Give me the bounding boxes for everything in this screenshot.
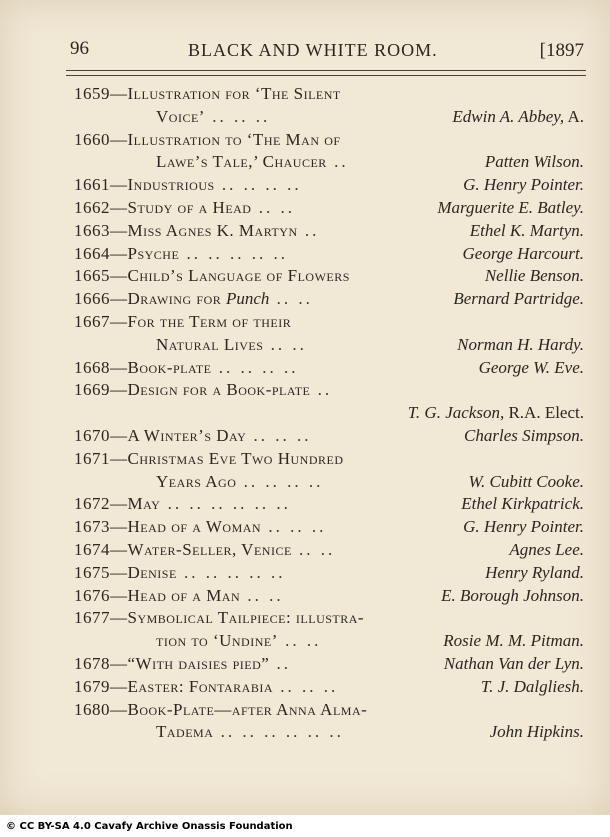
artist-label: John Hipkins. xyxy=(489,722,584,742)
leader-dots: .. .. .. .. xyxy=(211,357,299,377)
entry-line xyxy=(74,219,319,243)
entry-title: 1675—Denise xyxy=(74,562,177,582)
leader-dots: .. .. .. xyxy=(246,426,312,445)
artist-name xyxy=(463,515,584,539)
leader-dots: .. .. .. xyxy=(204,106,271,126)
leader-dots: .. .. xyxy=(277,631,322,651)
entry-line xyxy=(156,720,344,744)
entry-line xyxy=(74,447,344,471)
artist-label: Patten Wilson. xyxy=(484,152,584,172)
leader-dots: .. .. xyxy=(291,540,336,559)
artist-name xyxy=(461,492,584,516)
artist-name xyxy=(485,150,584,174)
artist-label: G. Henry Pointer. xyxy=(463,517,584,537)
artist-label: George Harcourt. xyxy=(462,243,584,263)
entry-title: Lawe’s Tale,’ Chaucer xyxy=(156,152,327,172)
artist-label: Henry Ryland. xyxy=(485,562,584,582)
entry-line xyxy=(74,606,364,630)
entry-line xyxy=(74,173,302,197)
artist-name xyxy=(452,105,584,129)
artist-suffix: A. xyxy=(564,106,584,126)
entry-title: 1665—Child’s Language of Flowers xyxy=(74,266,350,286)
entry-title: 1673—Head of a Woman xyxy=(74,517,262,537)
artist-label: Edwin A. Abbey, xyxy=(452,106,565,126)
artist-label: Charles Simpson. xyxy=(464,426,584,445)
artist-name xyxy=(444,652,584,676)
entry-line xyxy=(74,492,291,516)
entry-line xyxy=(74,264,350,288)
artist-name xyxy=(464,424,584,448)
artist-name xyxy=(453,287,584,311)
entry-title: 1672—May xyxy=(74,494,161,514)
artist-name xyxy=(485,561,584,585)
entry-line xyxy=(74,424,312,448)
entry-line xyxy=(74,515,326,539)
entry-line xyxy=(74,82,341,106)
entry-title: 1669—Design for a Book-plate xyxy=(74,380,311,400)
entry-line xyxy=(74,356,299,380)
entry-line xyxy=(74,378,332,402)
artist-name xyxy=(437,196,584,220)
artist-name xyxy=(463,242,585,266)
entry-title: 1678—“With daisies pied” xyxy=(74,654,270,673)
artist-label: George W. Eve. xyxy=(478,357,584,377)
entry-title: 1660—Illustration to ‘The Man of xyxy=(74,129,341,149)
entry-line xyxy=(74,675,338,699)
leader-dots: .. xyxy=(297,220,320,240)
artist-suffix: R.A. Elect. xyxy=(504,403,584,423)
entry-title: 1664—Psyche xyxy=(74,243,180,263)
leader-dots: .. .. xyxy=(269,289,313,309)
artist-label: Ethel Kirkpatrick. xyxy=(461,494,584,514)
leader-dots: .. xyxy=(269,654,292,673)
page-title: BLACK AND WHITE ROOM. xyxy=(188,40,438,60)
artist-name xyxy=(479,356,584,380)
artist-name xyxy=(481,675,584,699)
artist-label: T. J. Dalgliesh. xyxy=(480,676,584,696)
entry-title: 1667—For the Term of their xyxy=(74,312,292,331)
entry-title: Voice’ xyxy=(156,106,205,126)
entry-line xyxy=(74,310,291,334)
entry-title-italic: Punch xyxy=(225,289,270,309)
leader-dots: .. .. .. xyxy=(273,676,339,696)
entry-line xyxy=(74,242,288,266)
leader-dots: .. xyxy=(310,380,333,400)
artist-name xyxy=(463,173,584,197)
artist-name xyxy=(441,584,584,608)
artist-label: Norman H. Hardy. xyxy=(457,334,584,354)
entry-title: 1671—Christmas Eve Two Hundred xyxy=(74,448,344,468)
entry-line xyxy=(74,698,367,722)
entry-line xyxy=(156,333,307,357)
header-rule xyxy=(66,70,586,76)
entry-line xyxy=(156,105,270,129)
artist-name xyxy=(509,538,584,562)
artist-label: E. Borough Johnson. xyxy=(441,585,584,605)
artist-label: Agnes Lee. xyxy=(509,540,584,559)
entry-title: 1679—Easter: Fontarabia xyxy=(74,676,274,696)
artist-label: Ethel K. Martyn. xyxy=(469,220,584,240)
entry-title: 1666—Drawing for xyxy=(74,289,226,309)
entry-line xyxy=(74,652,291,676)
entry-title: 1662—Study of a Head xyxy=(74,198,252,217)
entry-title: 1670—A Winter’s Day xyxy=(74,426,247,445)
artist-name xyxy=(470,219,584,243)
artist-label: Marguerite E. Batley. xyxy=(437,198,584,217)
entry-line xyxy=(156,470,323,494)
leader-dots: .. .. .. .. .. .. xyxy=(160,494,291,514)
entry-line xyxy=(74,584,284,608)
license-footer: © CC BY-SA 4.0 Cavafy Archive Onassis Foundation xyxy=(6,821,293,832)
artist-name xyxy=(485,264,584,288)
entry-title: 1674—Water-Seller, Venice xyxy=(74,540,292,559)
page-number: 96 xyxy=(70,38,89,59)
leader-dots: .. xyxy=(326,152,349,172)
entry-line xyxy=(74,287,313,311)
entry-line xyxy=(156,150,349,174)
leader-dots: .. .. xyxy=(240,585,284,605)
entry-title: Tadema xyxy=(156,722,214,742)
artist-name xyxy=(457,333,584,357)
artist-label: Nathan Van der Lyn. xyxy=(443,654,584,673)
page-header xyxy=(70,38,584,68)
leader-dots: .. .. xyxy=(263,334,307,354)
entry-line xyxy=(74,196,295,220)
leader-dots: .. .. .. .. .. xyxy=(179,243,289,263)
artist-label: G. Henry Pointer. xyxy=(463,175,584,195)
artist-label: T. G. Jackson, xyxy=(407,403,505,423)
entry-title: 1663—Miss Agnes K. Martyn xyxy=(74,220,298,240)
page-year: [1897 xyxy=(539,40,584,61)
entry-title: 1668—Book-plate xyxy=(74,357,212,377)
entry-line xyxy=(74,538,335,562)
entry-title: 1677—Symbolical Tailpiece: illustra- xyxy=(74,608,365,628)
entry-title: 1680—Book-Plate—after Anna Alma- xyxy=(74,699,368,719)
artist-name xyxy=(468,470,584,494)
artist-label: Nellie Benson. xyxy=(484,266,584,286)
leader-dots: .. .. xyxy=(251,198,295,217)
artist-name xyxy=(408,401,584,425)
artist-name xyxy=(443,629,584,653)
entry-title: Years Ago xyxy=(156,471,237,491)
leader-dots: .. .. .. .. .. xyxy=(176,562,286,582)
leader-dots: .. .. .. xyxy=(261,517,327,537)
entry-title: 1676—Head of a Man xyxy=(74,585,241,605)
entry-title: 1659—Illustration for ‘The Silent xyxy=(74,84,341,103)
entry-line xyxy=(74,128,341,152)
leader-dots: .. .. .. .. .. .. xyxy=(213,722,344,742)
entry-title: tion to ‘Undine’ xyxy=(156,631,278,651)
leader-dots: .. .. .. .. xyxy=(236,471,324,491)
entry-title: Natural Lives xyxy=(156,334,264,354)
entry-title: 1661—Industrious xyxy=(74,175,215,195)
leader-dots: .. .. .. .. xyxy=(214,175,302,195)
entry-line xyxy=(156,629,321,653)
artist-name xyxy=(490,720,584,744)
artist-label: W. Cubitt Cooke. xyxy=(468,471,584,491)
artist-label: Bernard Partridge. xyxy=(453,289,584,309)
entry-line xyxy=(74,561,286,585)
artist-label: Rosie M. M. Pitman. xyxy=(443,631,584,651)
